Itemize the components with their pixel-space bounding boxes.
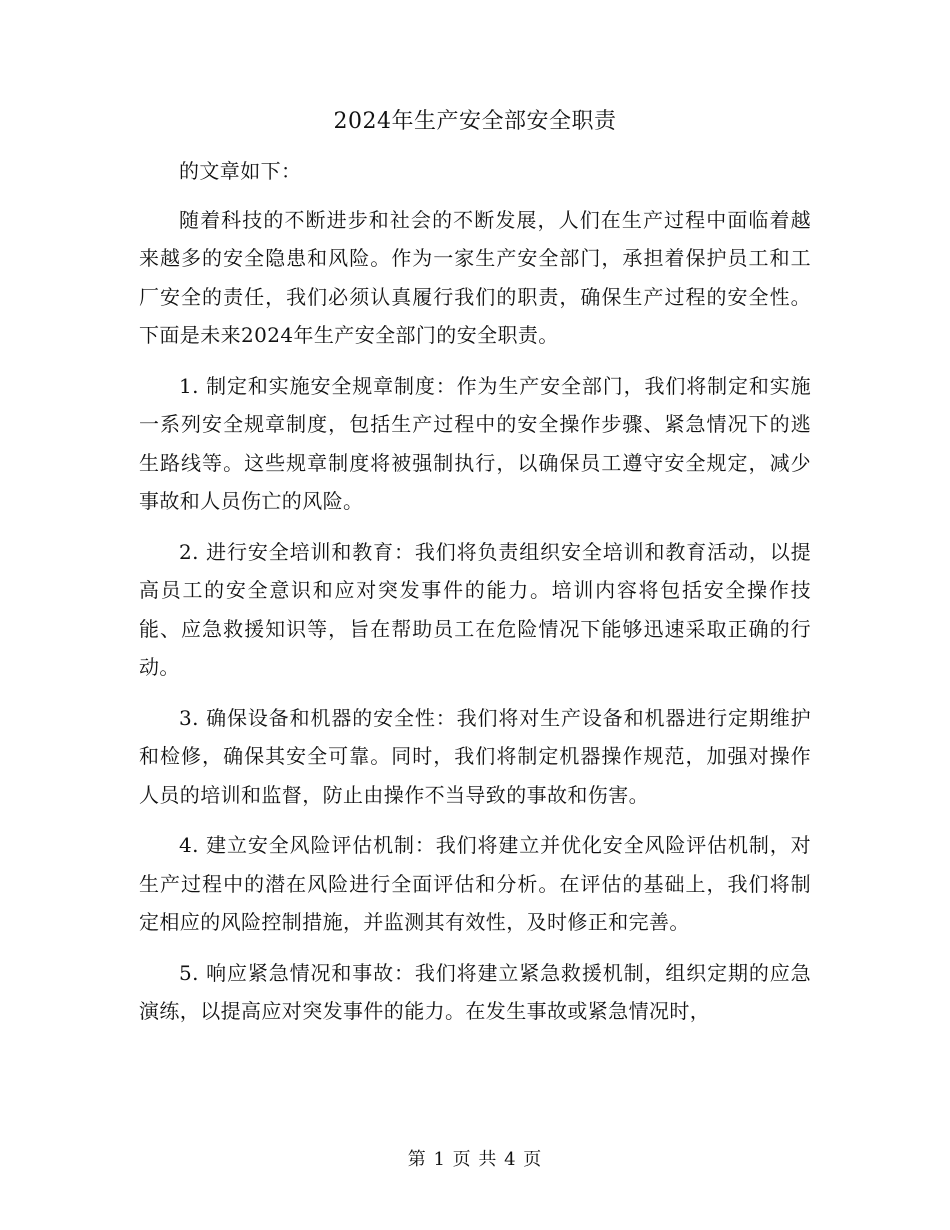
page-number-footer: 第 1 页 共 4 页 <box>407 1149 543 1170</box>
intro-line: 的文章如下： <box>179 159 302 183</box>
paragraph-item-3: 3. 确保设备和机器的安全性：我们将对生产设备和机器进行定期维护和检修，确保其安全可靠。同时，我们将制定机器操作规范，加强对操作人员的培训和监督，防止由操作不当导致的事故和伤害。 <box>139 705 811 807</box>
paragraph-item-2: 2. 进行安全培训和教育：我们将负责组织安全培训和教育活动，以提高员工的安全意识和应对突发事件的能力。培训内容将包括安全操作技能、应急救援知识等，旨在帮助员工在危险情况下能够迅速采取正确的行动。 <box>139 539 811 679</box>
paragraph-item-1: 1. 制定和实施安全规章制度：作为生产安全部门，我们将制定和实施一系列安全规章制度，包括生产过程中的安全操作步骤、紧急情况下的逃生路线等。这些规章制度将被强制执行，以确保员工遵守安全规定，减少事故和人员伤亡的风险。 <box>139 373 811 513</box>
paragraph-item-4: 4. 建立安全风险评估机制：我们将建立并优化安全风险评估机制，对生产过程中的潜在风险进行全面评估和分析。在评估的基础上，我们将制定相应的风险控制措施，并监测其有效性，及时修正和完善。 <box>139 833 811 934</box>
paragraph-intro: 随着科技的不断进步和社会的不断发展，人们在生产过程中面临着越来越多的安全隐患和风险。作为一家生产安全部门，承担着保护员工和工厂安全的责任，我们必须认真履行我们的职责，确保生产过程的安全性。下面是未来2024年生产安全部门的安全职责。 <box>139 207 811 347</box>
document-body <box>139 152 811 1043</box>
document-title: 2024年生产安全部安全职责 <box>333 109 617 134</box>
paragraph-item-5: 5. 响应紧急情况和事故：我们将建立紧急救援机制，组织定期的应急演练，以提高应对突发事件的能力。在发生事故或紧急情况时， <box>139 960 811 1023</box>
